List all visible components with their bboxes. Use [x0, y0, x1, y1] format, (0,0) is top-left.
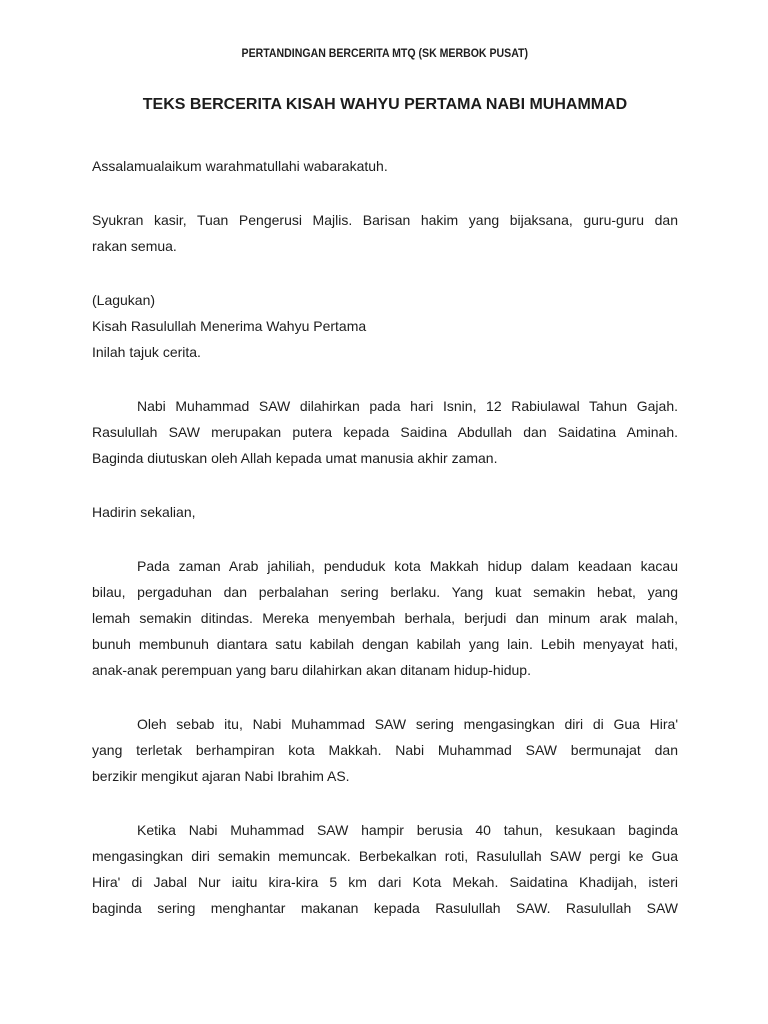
- text-line: Hadirin sekalian,: [92, 504, 196, 520]
- text-line: Nabi Muhammad SAW dilahirkan pada hari Isnin, 12 Rabiulawal Tahun Gajah.: [137, 398, 678, 414]
- paragraph-opening-thanks: [92, 207, 678, 259]
- paragraph-jahiliah: [92, 553, 678, 683]
- text-line: yang terletak berhampiran kota Makkah. Nabi Muhammad SAW bermunajat dan: [92, 742, 678, 758]
- text-line: Syukran kasir, Tuan Pengerusi Majlis. Barisan hakim yang bijaksana, guru-guru dan: [92, 212, 678, 228]
- text-line: bilau, pergaduhan dan perbalahan sering berlaku. Yang kuat semakin hebat, yang: [92, 584, 678, 600]
- text-line: rakan semua.: [92, 238, 177, 254]
- text-line: Oleh sebab itu, Nabi Muhammad SAW sering mengasingkan diri di Gua Hira': [137, 716, 678, 732]
- paragraph-gua-hira: [92, 711, 678, 789]
- text-line: berzikir mengikut ajaran Nabi Ibrahim AS.: [92, 768, 350, 784]
- text-line: Inilah tajuk cerita.: [92, 344, 201, 360]
- paragraph-age-forty: [92, 817, 678, 921]
- text-line: Ketika Nabi Muhammad SAW hampir berusia 40 tahun, kesukaan baginda: [137, 822, 678, 838]
- text-line: Rasulullah SAW merupakan putera kepada Saidina Abdullah dan Saidatina Aminah.: [92, 424, 678, 440]
- paragraph-lagukan-intro: [92, 287, 678, 365]
- text-line: Baginda diutuskan oleh Allah kepada umat manusia akhir zaman.: [92, 450, 498, 466]
- text-line: mengasingkan diri semakin memuncak. Berbekalkan roti, Rasulullah SAW pergi ke Gua: [92, 848, 678, 864]
- text-line: anak-anak perempuan yang baru dilahirkan akan ditanam hidup-hidup.: [92, 662, 531, 678]
- text-line: Hira' di Jabal Nur iaitu kira-kira 5 km dari Kota Mekah. Saidatina Khadijah, isteri: [92, 874, 678, 890]
- text-line: Pada zaman Arab jahiliah, penduduk kota Makkah hidup dalam keadaan kacau: [137, 558, 678, 574]
- text-line: lemah semakin ditindas. Mereka menyembah berhala, berjudi dan minum arak malah,: [92, 610, 678, 626]
- text-line: baginda sering menghantar makanan kepada Rasulullah SAW. Rasulullah SAW: [92, 900, 678, 916]
- text-line: (Lagukan): [92, 292, 156, 308]
- document-running-header: [92, 46, 678, 61]
- text-line: bunuh membunuh diantara satu kabilah dengan kabilah yang lain. Lebih menyayat hati,: [92, 636, 678, 652]
- paragraph-salutation: [92, 153, 678, 179]
- text-line: Kisah Rasulullah Menerima Wahyu Pertama: [92, 318, 367, 334]
- document-title: TEKS BERCERITA KISAH WAHYU PERTAMA NABI MUHAMMAD: [142, 96, 628, 113]
- paragraph-birth: [92, 393, 678, 471]
- document-running-header-text: PERTANDINGAN BERCERITA MTQ (SK MERBOK PUSAT): [241, 46, 529, 60]
- text-line: Assalamualaikum warahmatullahi wabarakatuh.: [92, 158, 388, 174]
- paragraph-greeting-hadirin: [92, 499, 678, 525]
